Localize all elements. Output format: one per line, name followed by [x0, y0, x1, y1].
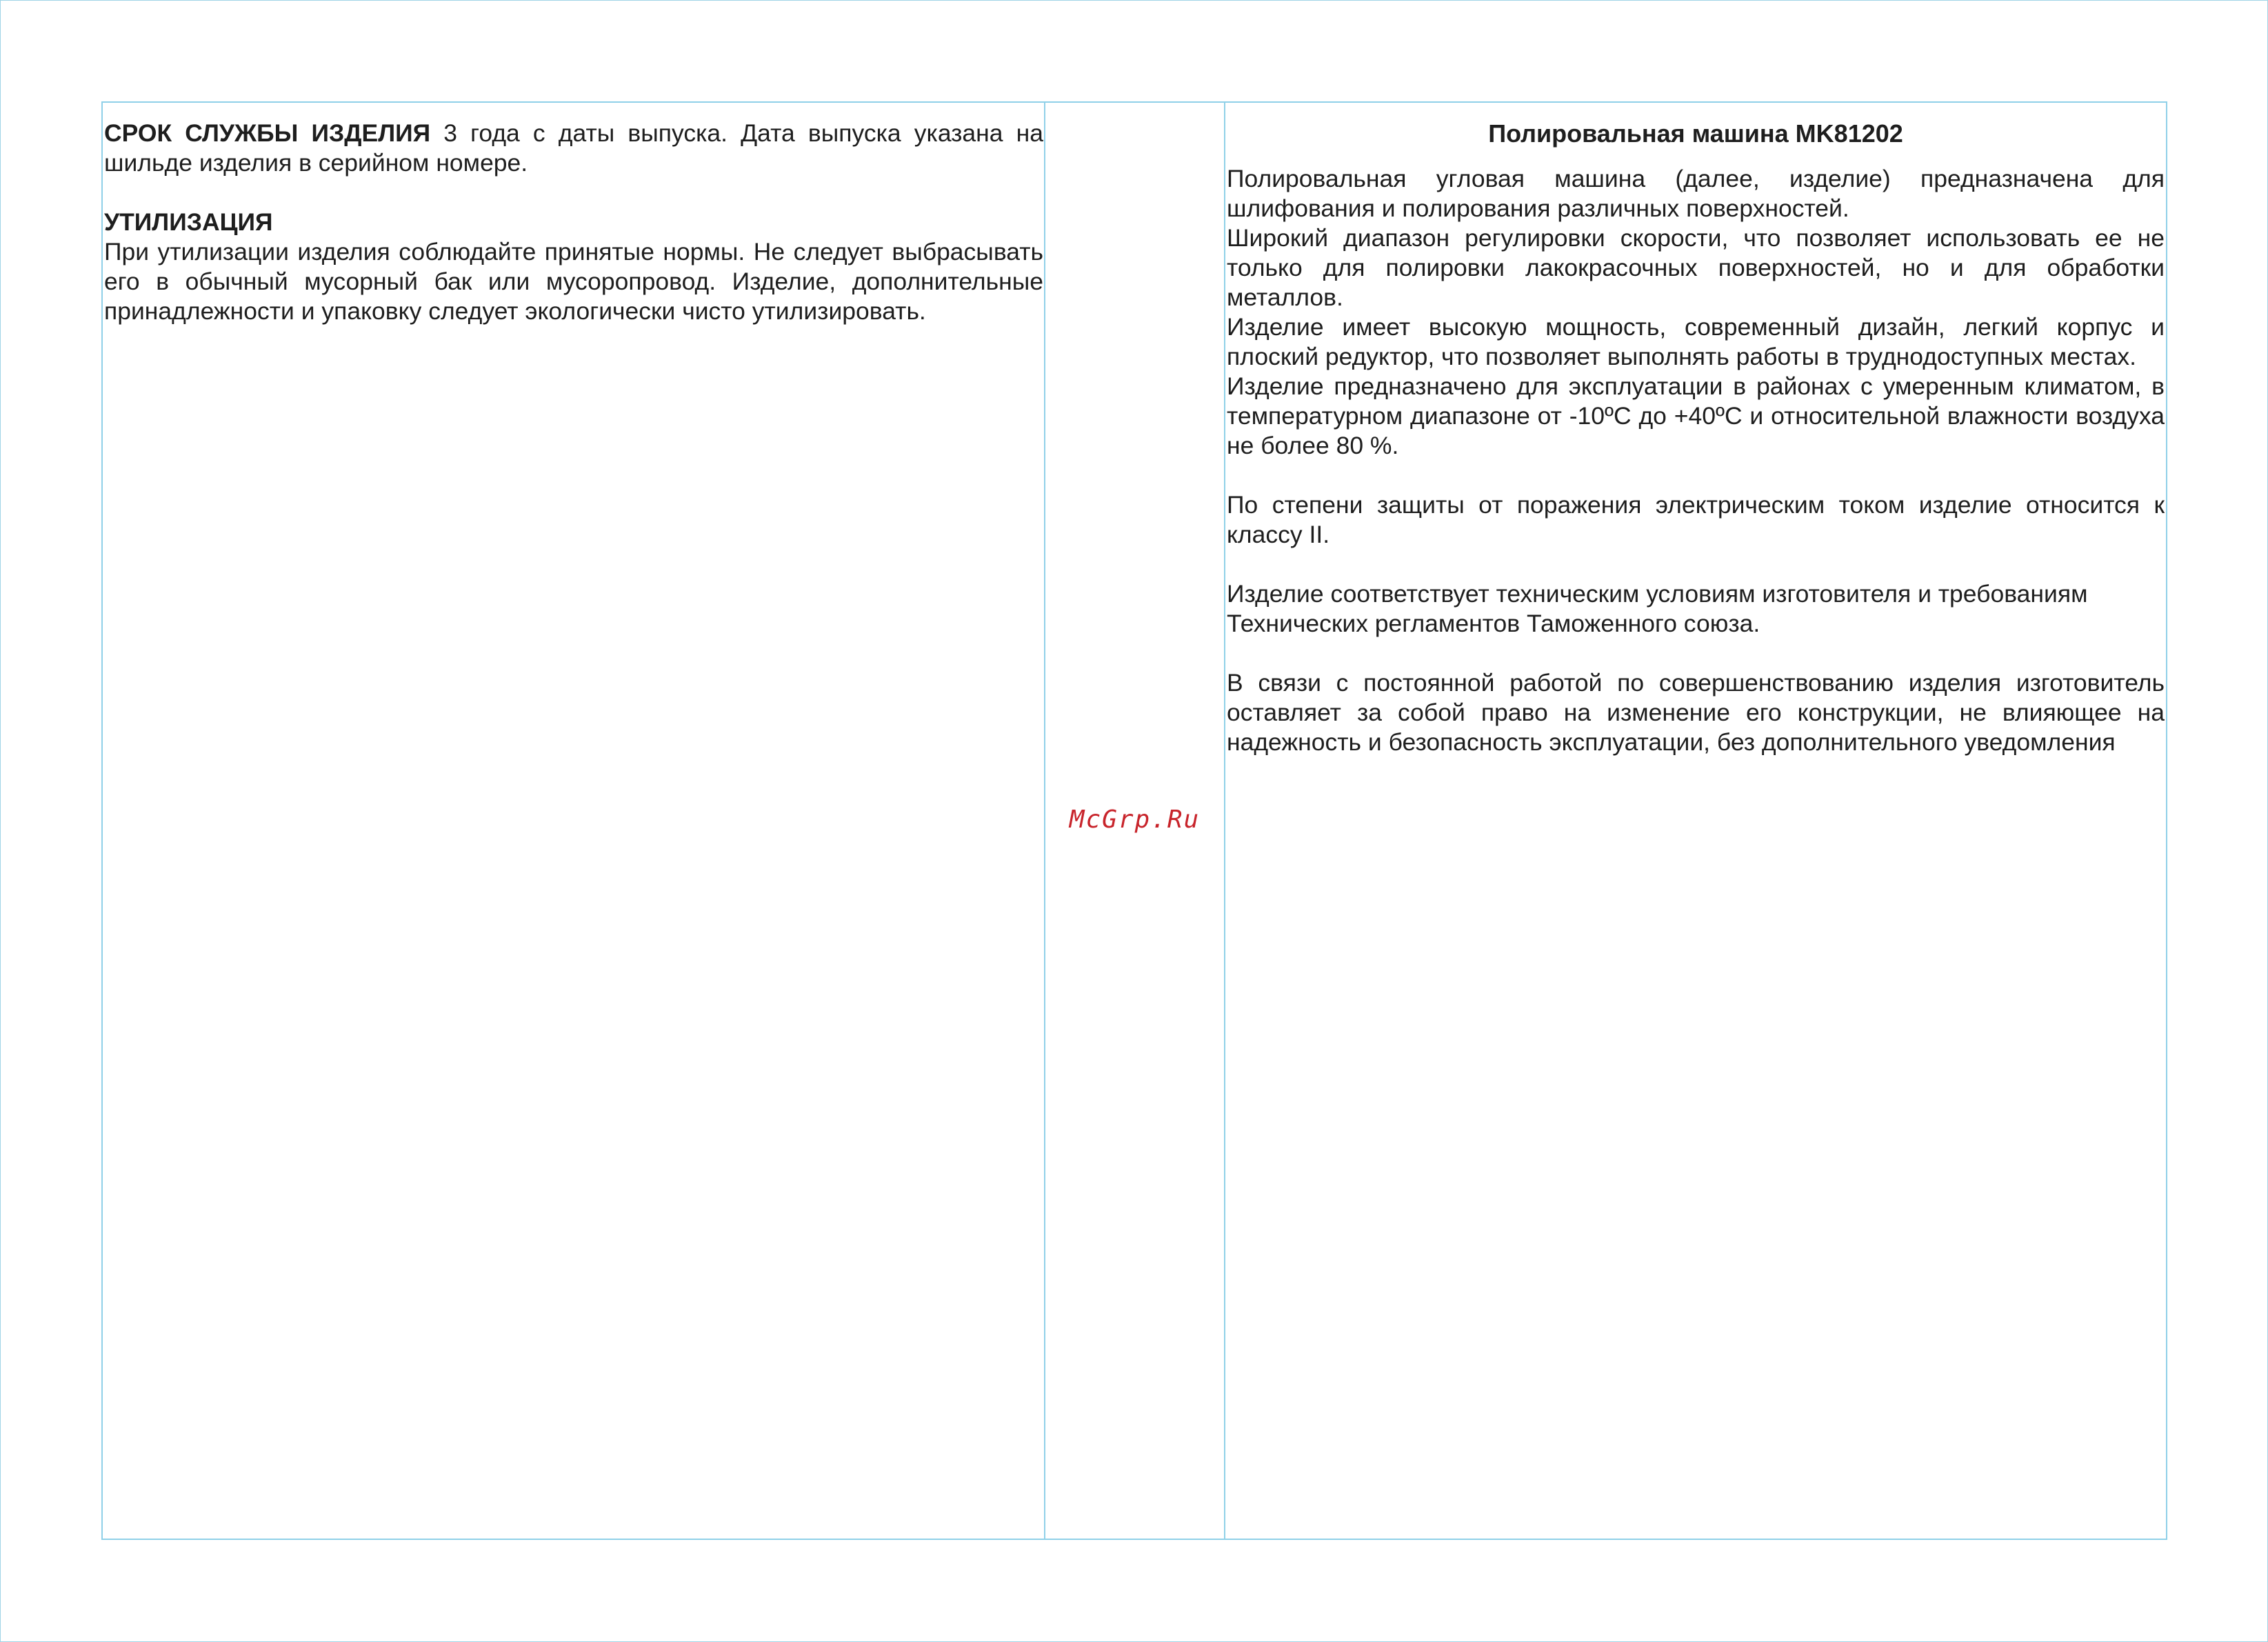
climate-paragraph: Изделие предназначено для эксплуатации в районах с умеренным климатом, в температурном диапазоне от -10ºС до +40ºС и относительной влажности воздуха не более 80 %. [1227, 372, 2165, 459]
right-column-text [1227, 164, 2165, 757]
watermark-text: McGrp.Ru [1069, 805, 1201, 834]
disposal-text: При утилизации изделия соблюдайте принятые нормы. Не следует выбрасывать его в обычный мусорный бак или мусоропровод. Изделие, дополнительные принадлежности и упаковку следует экологически чисто утилизировать. [104, 238, 1043, 325]
speed-paragraph: Широкий диапазон регулировки скорости, что позволяет использовать ее не только для полировки лакокрасочных поверхностей, но и для обработки металлов. [1227, 224, 2165, 311]
features-paragraph: Изделие имеет высокую мощность, современный дизайн, легкий корпус и плоский редуктор, что позволяет выполнять работы в труднодоступных местах. [1227, 313, 2165, 370]
spacer [1227, 461, 2165, 490]
document-title: Полировальная машина MK81202 [1488, 119, 1903, 148]
spacer [104, 178, 1043, 208]
spacer [1227, 639, 2165, 668]
changes-notice-paragraph: В связи с постоянной работой по совершенствованию изделия изготовитель оставляет за собой право на изменение его конструкции, не влияющее на надежность и безопасность эксплуатации, без дополнительного уведомления [1227, 669, 2165, 756]
left-column-text [104, 119, 1043, 326]
service-life-paragraph [104, 119, 1043, 178]
service-life-text: 3 года с даты выпуска. Дата выпуска указана на шильде изделия в серийном номере. [104, 119, 1044, 177]
spacer [1227, 550, 2165, 579]
protection-class-paragraph: По степени защиты от поражения электрическим током изделие относится к классу II. [1227, 491, 2165, 548]
description-paragraph: Полировальная угловая машина (далее, изделие) предназначена для шлифования и полирования различных поверхностей. [1227, 165, 2165, 222]
service-life-heading: СРОК СЛУЖБЫ ИЗДЕЛИЯ [104, 119, 431, 147]
disposal-heading: УТИЛИЗАЦИЯ [104, 208, 273, 236]
compliance-paragraph: Изделие соответствует техническим условиям изготовителя и требованиям Технических регламентов Таможенного союза. [1227, 580, 2088, 637]
